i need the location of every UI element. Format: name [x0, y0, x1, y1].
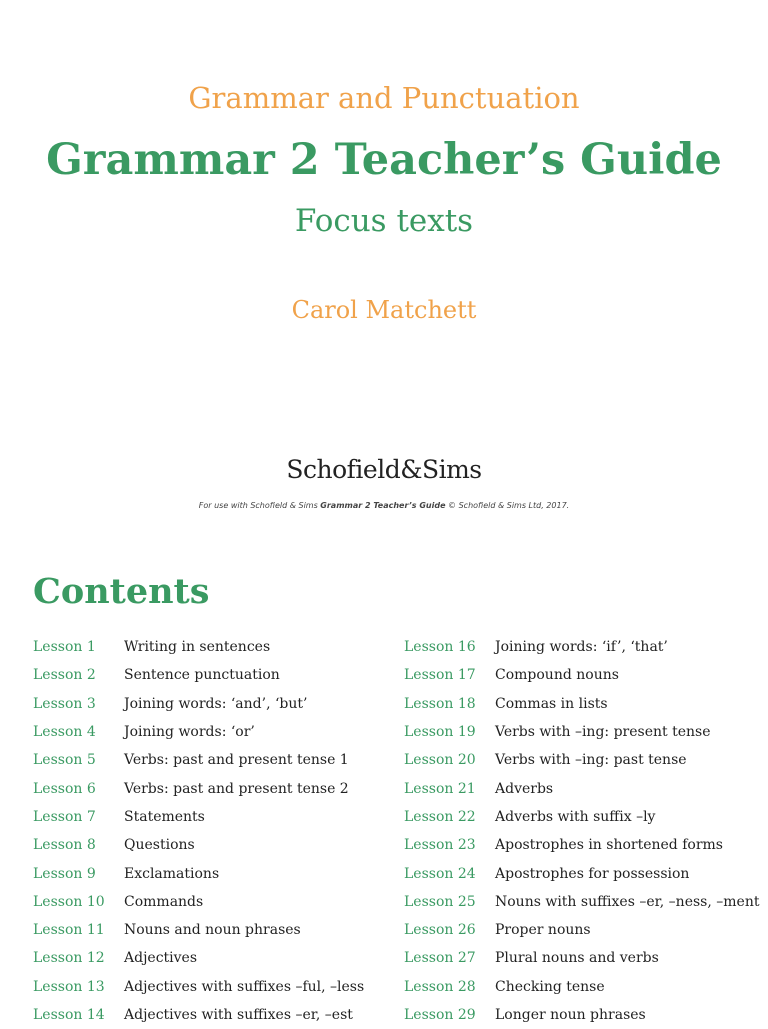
- lesson-number: Lesson 22: [404, 808, 476, 825]
- contents-row: [33, 746, 383, 774]
- lesson-number: Lesson 17: [404, 667, 476, 684]
- contents-list-right: [404, 633, 764, 1029]
- lesson-number: Lesson 3: [33, 695, 96, 712]
- contents-row: [33, 1001, 383, 1029]
- lesson-topic: Questions: [124, 837, 195, 854]
- lesson-number: Lesson 10: [33, 893, 105, 910]
- lesson-number: Lesson 19: [404, 724, 476, 741]
- lesson-number: Lesson 11: [33, 922, 105, 939]
- contents-row: [404, 633, 764, 661]
- usage-note-prefix: For use with Schofield & Sims: [198, 501, 321, 510]
- lesson-topic: Commas in lists: [495, 695, 608, 712]
- lesson-topic: Exclamations: [124, 865, 220, 882]
- contents-row: [404, 944, 764, 972]
- lesson-topic: Joining words: ‘if’, ‘that’: [495, 639, 668, 656]
- lesson-number: Lesson 20: [404, 752, 476, 769]
- lesson-topic: Verbs with –ing: past tense: [495, 752, 687, 769]
- contents-row: [404, 661, 764, 689]
- lesson-topic: Apostrophes for possession: [495, 865, 690, 882]
- contents-row: [33, 633, 383, 661]
- lesson-number: Lesson 29: [404, 1007, 476, 1023]
- contents-row: [33, 888, 383, 916]
- lesson-number: Lesson 6: [33, 780, 96, 797]
- contents-list-left: [33, 633, 383, 1029]
- contents-row: [404, 690, 764, 718]
- lesson-topic: Compound nouns: [495, 667, 619, 684]
- contents-row: [33, 661, 383, 689]
- lesson-topic: Apostrophes in shortened forms: [495, 837, 723, 854]
- contents-row: [404, 803, 764, 831]
- contents-row: [33, 916, 383, 944]
- lesson-number: Lesson 28: [404, 978, 476, 995]
- lesson-number: Lesson 23: [404, 837, 476, 854]
- lesson-topic: Verbs: past and present tense 1: [124, 752, 349, 769]
- book-title: Grammar 2 Teacher’s Guide: [46, 135, 722, 185]
- contents-row: [33, 944, 383, 972]
- lesson-topic: Checking tense: [495, 978, 605, 995]
- contents-row: [404, 916, 764, 944]
- lesson-number: Lesson 8: [33, 837, 96, 854]
- lesson-topic: Joining words: ‘or’: [124, 724, 255, 741]
- contents-row: [404, 774, 764, 802]
- contents-row: [404, 859, 764, 887]
- lesson-number: Lesson 18: [404, 695, 476, 712]
- contents-row: [33, 831, 383, 859]
- lesson-number: Lesson 4: [33, 724, 96, 741]
- contents-row: [404, 888, 764, 916]
- lesson-number: Lesson 5: [33, 752, 96, 769]
- contents-row: [33, 690, 383, 718]
- lesson-number: Lesson 2: [33, 667, 96, 684]
- lesson-number: Lesson 26: [404, 922, 476, 939]
- contents-row: [404, 831, 764, 859]
- lesson-topic: Plural nouns and verbs: [495, 950, 659, 967]
- lesson-topic: Nouns with suffixes –er, –ness, –ment: [495, 893, 760, 910]
- publisher-logo: Schofield&Sims: [286, 455, 482, 484]
- lesson-number: Lesson 25: [404, 893, 476, 910]
- lesson-number: Lesson 13: [33, 978, 105, 995]
- lesson-topic: Proper nouns: [495, 922, 591, 939]
- contents-row: [404, 973, 764, 1001]
- contents-row: [33, 803, 383, 831]
- lesson-topic: Adjectives with suffixes –ful, –less: [124, 978, 365, 995]
- contents-row: [33, 718, 383, 746]
- lesson-topic: Joining words: ‘and’, ‘but’: [124, 695, 308, 712]
- lesson-number: Lesson 14: [33, 1007, 105, 1023]
- lesson-topic: Adjectives: [124, 950, 198, 967]
- contents-row: [404, 718, 764, 746]
- usage-note: [0, 500, 768, 512]
- lesson-number: Lesson 7: [33, 808, 96, 825]
- lesson-topic: Sentence punctuation: [124, 667, 280, 684]
- usage-note-book: Grammar 2 Teacher’s Guide: [320, 501, 446, 510]
- book-subtitle: Focus texts: [294, 203, 474, 239]
- contents-row: [404, 746, 764, 774]
- lesson-number: Lesson 9: [33, 865, 96, 882]
- contents-row: [33, 973, 383, 1001]
- lesson-topic: Statements: [124, 808, 205, 825]
- lesson-topic: Adverbs: [495, 780, 554, 797]
- lesson-topic: Verbs: past and present tense 2: [124, 780, 349, 797]
- lesson-number: Lesson 27: [404, 950, 476, 967]
- lesson-number: Lesson 21: [404, 780, 476, 797]
- author-name: Carol Matchett: [291, 296, 477, 324]
- lesson-topic: Adverbs with suffix –ly: [495, 808, 656, 825]
- usage-note-suffix: © Schofield & Sims Ltd, 2017.: [445, 501, 570, 510]
- contents-row: [33, 774, 383, 802]
- lesson-number: Lesson 1: [33, 639, 96, 656]
- contents-row: [404, 1001, 764, 1029]
- lesson-topic: Longer noun phrases: [495, 1007, 646, 1023]
- contents-heading: Contents: [33, 571, 210, 612]
- contents-row: [33, 859, 383, 887]
- lesson-number: Lesson 12: [33, 950, 105, 967]
- lesson-topic: Verbs with –ing: present tense: [495, 724, 711, 741]
- lesson-number: Lesson 24: [404, 865, 476, 882]
- lesson-topic: Writing in sentences: [124, 639, 271, 656]
- lesson-number: Lesson 16: [404, 639, 476, 656]
- series-title: Grammar and Punctuation: [188, 81, 580, 115]
- lesson-topic: Commands: [124, 893, 204, 910]
- lesson-topic: Nouns and noun phrases: [124, 922, 301, 939]
- lesson-topic: Adjectives with suffixes –er, –est: [124, 1007, 353, 1023]
